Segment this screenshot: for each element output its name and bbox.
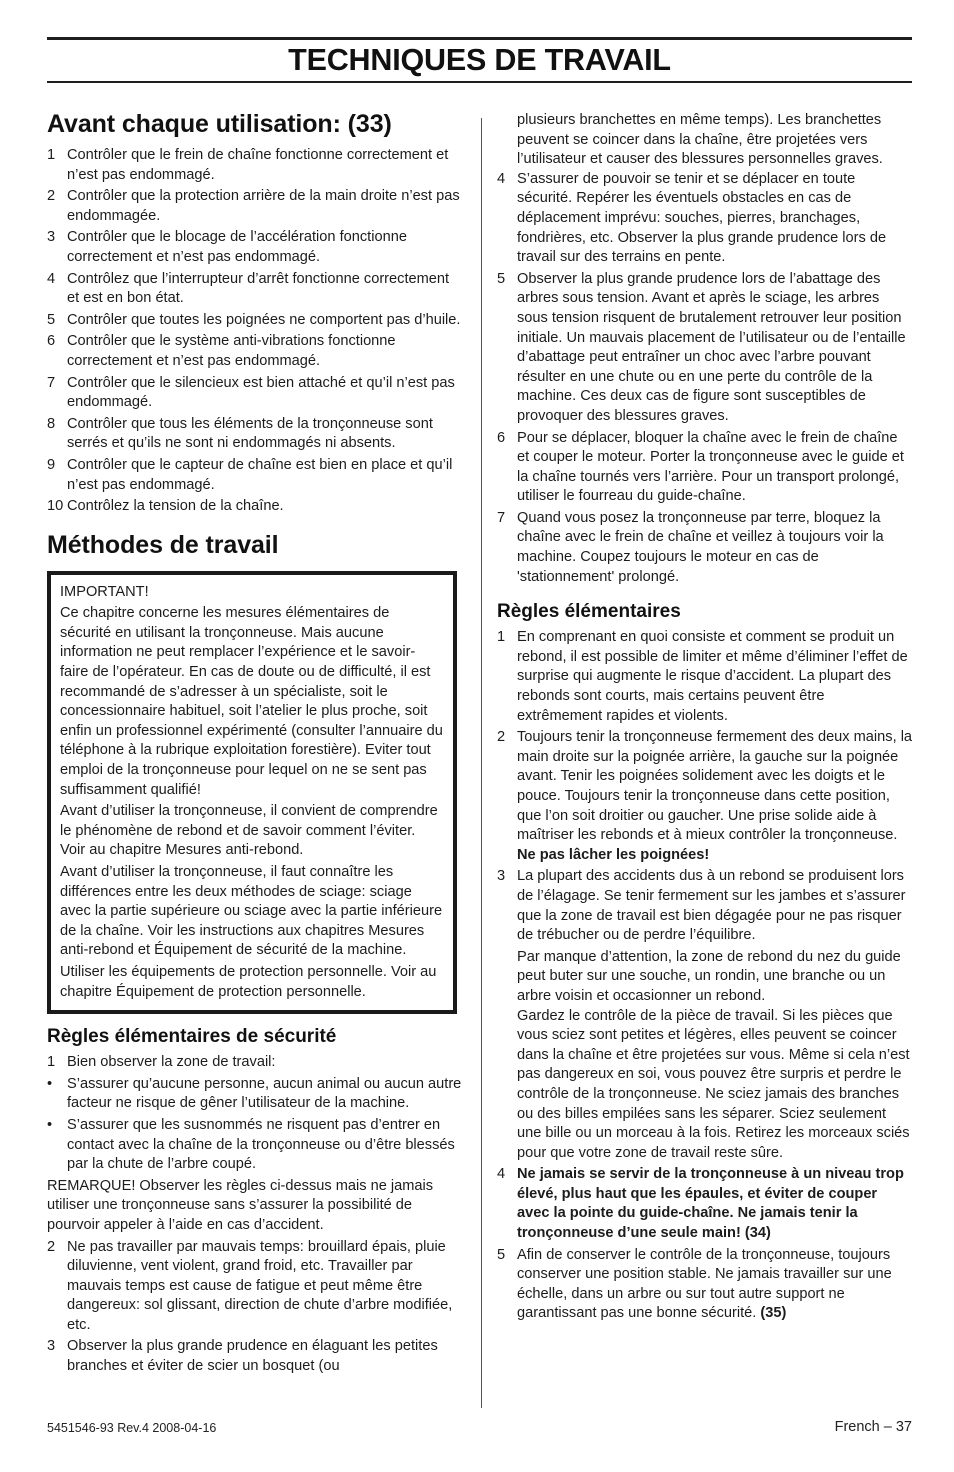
list-item [47, 1238, 465, 1336]
item-text: Contrôler que le système anti-vibrations fonctionne correctement et n’est pas endommagé. [67, 333, 396, 369]
item-number: 4 [497, 170, 506, 187]
list-item [47, 228, 465, 267]
item-number: 3 [497, 868, 506, 885]
important-paragraph: Utiliser les équipements de protection personnelle. Voir au chapitre Équipement de protection personnelle. [60, 963, 437, 1000]
list-item [497, 867, 913, 945]
left-column [47, 108, 465, 1379]
item-text: Toujours tenir la tronçonneuse fermement des deux mains, la main droite sur la poignée arrière, la gauche sur la poignée avant. Tenir les poignées solidement avec les doigts et le pouce. Toujours tenir la tronçonneuse dans cette position, que l’on soit droitier ou gaucher. Une prise solide aide à maîtriser les rebonds et à mieux contrôler la tronçonneuse. [517, 729, 913, 844]
list-item [47, 187, 465, 226]
item-number: 4 [47, 270, 56, 287]
item-text: Observer la plus grande prudence en élaguant les petites branches et éviter de scier un bosquet (ou [67, 1338, 438, 1375]
item-number: 5 [497, 270, 506, 287]
item-number: 5 [497, 1246, 506, 1263]
item-number: 9 [47, 456, 56, 473]
item-text: Contrôler que le blocage de l’accélération fonctionne correctement et n’est pas endommagé. [67, 229, 407, 265]
item-bold-text: Ne jamais se servir de la tronçonneuse à un niveau trop élevé, plus haut que les épaules, et éviter de couper avec la pointe du guide-chaîne. Ne jamais tenir la tronçonneuse d’une seule main! (34) [517, 1166, 904, 1242]
important-paragraph: Ce chapitre concerne les mesures élémentaires de sécurité en utilisant la tronçonneuse. Mais aucune information ne peut remplacer l’expérience et le savoir-faire de l’opérateur. En cas de doute ou de difficulté, il est recommandé de s’adresser à un spécialiste, soit le concessionnaire habituel, soit l’atelier le plus proche, soit enfin un professionnel expérimenté (consulter l’annuaire du téléphone à la rubrique exploitation forestière). Eviter tout emploi de la tronçonneuse pour lequel on ne se sent pas suffisamment qualifié! [60, 605, 443, 798]
footer-page-number: French – 37 [834, 1419, 912, 1435]
item-text: Contrôler que le capteur de chaîne est bien en place et qu’il n’est pas endommagé. [67, 456, 453, 493]
bullet-item [47, 1116, 465, 1175]
list-item [47, 1053, 465, 1073]
item-number: 2 [47, 1238, 56, 1255]
list-item [497, 509, 913, 587]
important-notice-box [47, 571, 457, 1014]
list-item [497, 270, 913, 427]
item-text: S’assurer que les susnommés ne risquent pas d’entrer en contact avec la chaîne de la tronçonneuse ou d’être blessés par la chute de l’arbre coupé. [67, 1116, 455, 1173]
bullet-icon: • [47, 1116, 53, 1133]
list-item [497, 728, 913, 865]
item-number: 2 [47, 188, 56, 205]
list-item [497, 628, 913, 726]
item-continuation: plusieurs branchettes en même temps). Les branchettes peuvent se coincer dans la chaîne, être projetées vers l’utilisateur et causer des blessures personnelles graves. [517, 112, 883, 168]
item-text: Contrôler que la protection arrière de la main droite n’est pas endommagée. [67, 188, 460, 224]
list-item [47, 332, 465, 371]
item-number: 6 [497, 429, 506, 446]
item-number: 5 [47, 311, 56, 328]
list-item [47, 1337, 465, 1376]
item-bold-text: (35) [760, 1305, 787, 1322]
item-number: 6 [47, 333, 56, 350]
item-text: La plupart des accidents dus à un rebond se produisent lors de l’élagage. Se tenir fermement sur les jambes et s’assurer que la zone de travail est bien dégagée pour ne pas risquer de trébucher ou de perdre l’équilibre. [517, 868, 906, 944]
before-use-heading: Avant chaque utilisation: (33) [47, 110, 392, 138]
item-bold-text: Ne pas lâcher les poignées! [517, 846, 710, 863]
item-text: Contrôler que tous les éléments de la tronçonneuse sont serrés et qu’ils ne sont ni endommagés ni absents. [67, 415, 433, 452]
list-item [497, 429, 913, 507]
right-column [497, 111, 913, 1326]
list-item [47, 415, 465, 454]
remark-paragraph: REMARQUE! Observer les règles ci-dessus mais ne jamais utiliser une tronçonneuse sans s’assurer la possibilité de pourvoir appeler à l’aide en cas d’accident. [47, 1177, 434, 1233]
item-text: Afin de conserver le contrôle de la tronçonneuse, toujours conserver une position stable. Ne jamais travailler sur une échelle, dans un arbre ou sur tout autre support ne garantissant pas une bonne sécurité. [517, 1246, 892, 1322]
item-number: 1 [497, 629, 506, 646]
item-text: En comprenant en quoi consiste et comment se produit un rebond, il est possible de limiter et même d’éliminer l’effet de surprise qui augmente le risque d’accident. La plupart des rebonds sont courts, mais certains peuvent être extrêmement rapides et violents. [517, 629, 908, 724]
column-divider [481, 118, 482, 1408]
list-item [47, 146, 465, 185]
item-number: 7 [497, 509, 506, 526]
item-text: Ne pas travailler par mauvais temps: brouillard épais, pluie diluvienne, vent violent, grand froid, etc. Travailler par mauvais temps est cause de fatigue et peut même être dangereux: sol glissant, direction de chute d’arbre modifiée, etc. [67, 1238, 453, 1333]
important-paragraph: Avant d’utiliser la tronçonneuse, il convient de comprendre le phénomène de rebond et de savoir comment l’éviter. Voir au chapitre Mesures anti-rebond. [60, 803, 438, 859]
item-text: Contrôlez que l’interrupteur d’arrêt fonctionne correctement et est en bon état. [67, 270, 450, 307]
list-item [497, 1246, 913, 1324]
item-text: Contrôlez la tension de la chaîne. [67, 498, 284, 515]
item-text: Pour se déplacer, bloquer la chaîne avec le frein de chaîne et couper le moteur. Porter la tronçonneuse avec le guide et la chaîne tournés vers l’arrière. Pour un transport prolongé, utiliser le fourreau du guide-chaîne. [517, 429, 904, 505]
list-item [497, 1165, 913, 1243]
important-paragraph: Avant d’utiliser la tronçonneuse, il faut connaître les différences entre les deux méthodes de sciage: sciage avec la partie supérieure ou sciage avec la partie inférieure de la chaîne. Voir les instructions aux chapitres Mesures anti-rebond et Équipement de sécurité de la machine. [60, 864, 443, 959]
list-item [47, 270, 465, 309]
list-item [47, 497, 465, 517]
list-item [47, 374, 465, 413]
basic-rules-heading: Règles élémentaires [497, 601, 681, 623]
item-continuation: Gardez le contrôle de la pièce de travail. Si les pièces que vous sciez sont petites et légères, elles peuvent se coincer dans la chaîne et être projetées sur vous. Même si cela n’est pas dangereux en soi, vous pouvez être surpris et perdre le contrôle de la tronçonneuse. Ne sciez jamais des branches ou des billes empilées sans les séparer. Sciez seulement une bille ou un morceau à la fois. Retirez les morceaux sciés pour que votre zone de travail reste sûre. [517, 1007, 910, 1161]
item-number: 7 [47, 374, 56, 391]
item-number: 1 [47, 1054, 56, 1071]
bullet-icon: • [47, 1075, 53, 1092]
item-text: Contrôler que toutes les poignées ne comportent pas d’huile. [67, 311, 461, 328]
item-text: Observer la plus grande prudence lors de l’abattage des arbres sous tension. Avant et après le sciage, les arbres sous tension risquent de brutalement retrouver leur position initiale. Un mauvais placement de l’utilisateur ou de l’entaille d’abattage peut entraîner un choc avec l’arbre pouvant résulter en une chute ou en une perte du contrôle de la machine. Ces deux cas de figure sont susceptibles de provoquer des blessures graves. [517, 270, 906, 424]
safety-rules-heading: Règles élémentaires de sécurité [47, 1026, 337, 1048]
footer-doc-number: 5451546-93 Rev.4 2008-04-16 [47, 1421, 217, 1435]
item-text: S’assurer de pouvoir se tenir et se déplacer en toute sécurité. Repérer les éventuels obstacles en cas de déplacement imprévu: souches, pierres, branchages, fondrières, etc. Observer la plus grande prudence lors de travail sur des terrains en pente. [517, 170, 887, 266]
item-number: 3 [47, 229, 56, 246]
list-item [497, 170, 913, 268]
list-item [47, 311, 465, 331]
item-number: 3 [47, 1338, 56, 1355]
item-continuation: Par manque d’attention, la zone de rebond du nez du guide peut buter sur une souche, un rondin, une branche ou un arbre voisin et occasionner un rebond. [517, 948, 901, 1004]
item-number: 4 [497, 1166, 506, 1183]
item-text: Bien observer la zone de travail: [67, 1054, 276, 1071]
item-number: 8 [47, 415, 56, 432]
before-use-list [47, 146, 465, 517]
title-underline [47, 81, 912, 83]
page-title: TECHNIQUES DE TRAVAIL [288, 43, 671, 77]
item-number: 1 [47, 147, 56, 163]
item-text: Contrôler que le frein de chaîne fonctionne correctement et n’est pas endommagé. [67, 147, 449, 183]
important-label: IMPORTANT! [60, 583, 149, 600]
item-text: S’assurer qu’aucune personne, aucun animal ou aucun autre facteur ne risque de gêner l’utilisateur de la machine. [67, 1075, 462, 1112]
item-text: Contrôler que le silencieux est bien attaché et qu’il n’est pas endommagé. [67, 374, 455, 411]
item-number: 10 [47, 498, 64, 515]
bullet-item [47, 1075, 465, 1114]
methods-heading: Méthodes de travail [47, 530, 279, 559]
item-text: Quand vous posez la tronçonneuse par terre, bloquez la chaîne avec le frein de chaîne et veillez à toujours voir la machine. Coupez toujours le moteur en cas de 'stationnement' prolongé. [517, 509, 884, 585]
list-item [47, 456, 465, 495]
item-number: 2 [497, 729, 506, 746]
